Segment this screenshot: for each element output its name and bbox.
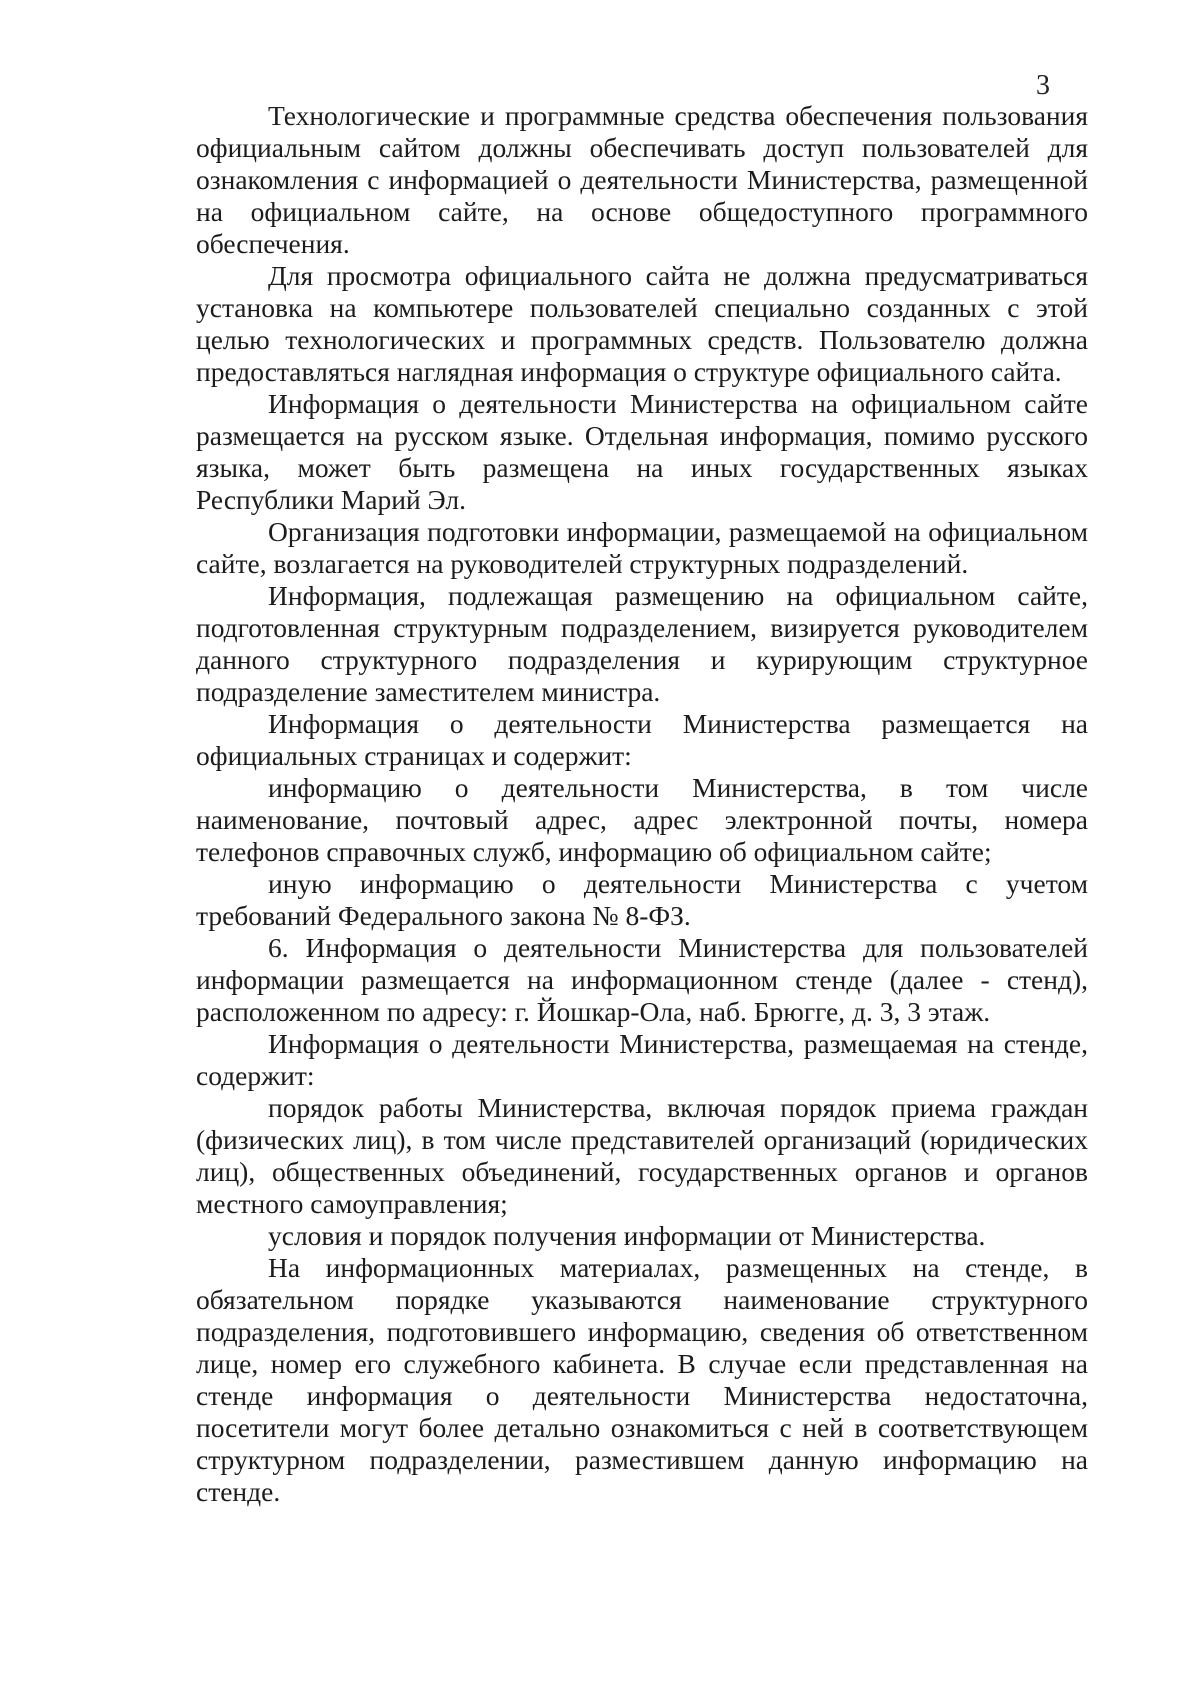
paragraph: Для просмотра официального сайта не должна предусматриваться установка на компьютере пользователей специально созданных с этой целью технологических и программных средств. Пользователю должна предоставляться наглядная информация о структуре официального сайта.: [196, 260, 1088, 387]
paragraph: порядок работы Министерства, включая порядок приема граждан (физических лиц), в том числе представителей организаций (юридических лиц), общественных объединений, государственных органов и органов местного самоуправления;: [196, 1092, 1088, 1219]
paragraph: информацию о деятельности Министерства, в том числе наименование, почтовый адрес, адрес электронной почты, номера телефонов справочных служб, информацию об официальном сайте;: [196, 772, 1088, 867]
paragraph: Информация о деятельности Министерства размещается на официальных страницах и содержит:: [196, 708, 1088, 771]
page-number: 3: [1036, 70, 1050, 101]
paragraph: условия и порядок получения информации от Министерства.: [268, 1220, 986, 1251]
paragraph: иную информацию о деятельности Министерства с учетом требований Федерального закона № 8-ФЗ.: [196, 868, 1088, 931]
document-body: [196, 100, 1088, 1508]
paragraph: На информационных материалах, размещенных на стенде, в обязательном порядке указываются наименование структурного подразделения, подготовившего информацию, сведения об ответственном лице, номер его служебного кабинета. В случае если представленная на стенде информация о деятельности Министерства недостаточна, посетители могут более детально ознакомиться с ней в соответствующем структурном подразделении, разместившем данную информацию на стенде.: [196, 1252, 1088, 1507]
paragraph: Организация подготовки информации, размещаемой на официальном сайте, возлагается на руководителей структурных подразделений.: [196, 516, 1088, 579]
paragraph: Информация, подлежащая размещению на официальном сайте, подготовленная структурным подразделением, визируется руководителем данного структурного подразделения и курирующим структурное подразделение заместителем министра.: [196, 580, 1088, 707]
paragraph: Информация о деятельности Министерства на официальном сайте размещается на русском языке. Отдельная информация, помимо русского языка, может быть размещена на иных государственных языках Республики Марий Эл.: [196, 388, 1088, 515]
paragraph: Информация о деятельности Министерства, размещаемая на стенде, содержит:: [196, 1028, 1088, 1091]
paragraph: Технологические и программные средства обеспечения пользования официальным сайтом должны обеспечивать доступ пользователей для ознакомления с информацией о деятельности Министерства, размещенной на официальном сайте, на основе общедоступного программного обеспечения.: [196, 100, 1088, 259]
paragraph: 6. Информация о деятельности Министерства для пользователей информации размещается на информационном стенде (далее - стенд), расположенном по адресу: г. Йошкар-Ола, наб. Брюгге, д. 3, 3 этаж.: [196, 932, 1088, 1027]
